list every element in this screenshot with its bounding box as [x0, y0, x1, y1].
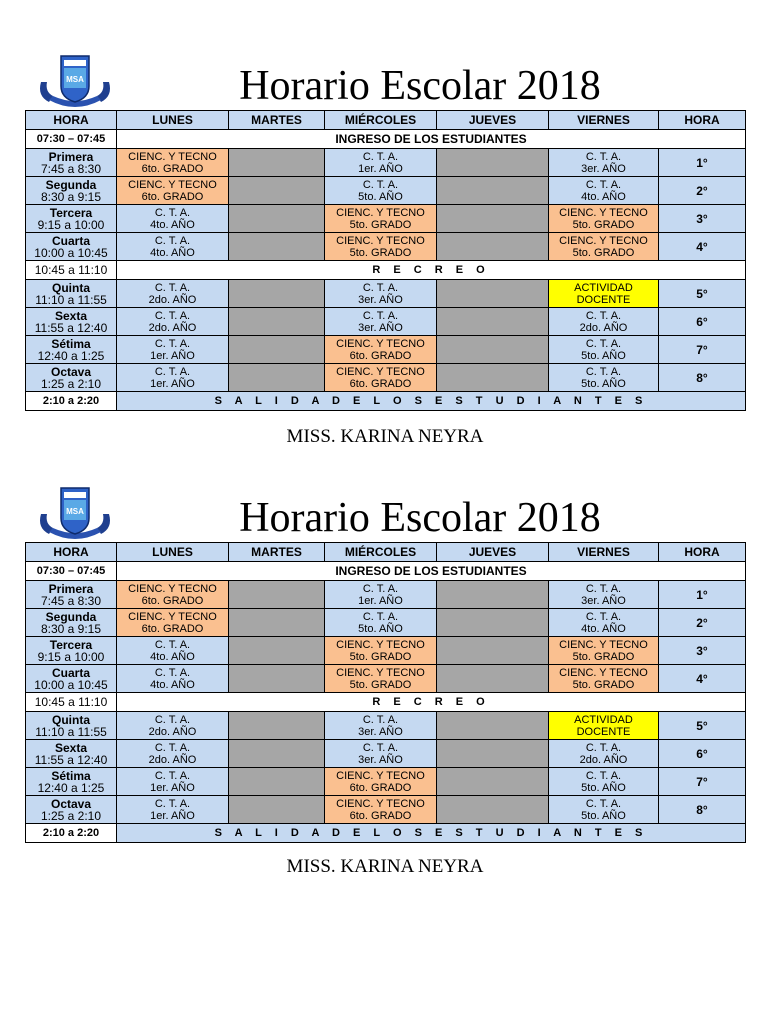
class-cell-line: 5to. GRADO	[349, 218, 412, 231]
period-name: Cuarta	[51, 665, 90, 680]
column-header: MIÉRCOLES	[325, 543, 437, 562]
class-cell	[325, 364, 437, 392]
period-row	[26, 308, 746, 336]
period-hour-cell	[26, 308, 117, 336]
exit-row	[26, 824, 746, 843]
period-time: 1:25 a 2:10	[40, 376, 102, 391]
empty-cell	[229, 233, 325, 261]
class-cell	[117, 581, 229, 609]
class-cell-line: C. T. A.	[362, 150, 399, 163]
class-cell-line: C. T. A.	[154, 666, 191, 679]
period-name: Octava	[50, 796, 92, 811]
recess-time: 10:45 a 11:10	[26, 693, 117, 712]
exit-label: S A L I D A D E L O S E S T U D I A N T E S	[117, 824, 746, 843]
class-cell	[117, 609, 229, 637]
page-title: Horario Escolar 2018	[239, 495, 601, 541]
class-cell-line: 6to. GRADO	[349, 377, 412, 390]
recess-label: R E C R E O	[117, 693, 746, 712]
class-cell-line: 5to. GRADO	[349, 678, 412, 691]
period-row	[26, 581, 746, 609]
class-cell-line: 2do. AÑO	[148, 753, 197, 766]
class-cell-line: 6to. GRADO	[349, 349, 412, 362]
class-cell-line: C. T. A.	[585, 365, 622, 378]
class-cell	[117, 637, 229, 665]
period-order: 5°	[659, 280, 746, 308]
class-cell-line: 4to. AÑO	[150, 246, 195, 259]
class-cell-line: 5to. AÑO	[581, 781, 626, 794]
class-cell-line: CIENC. Y TECNO	[128, 150, 217, 163]
class-cell	[117, 205, 229, 233]
class-cell	[549, 665, 659, 693]
class-cell	[549, 796, 659, 824]
column-header: HORA	[659, 111, 746, 130]
crest-letters: MSA	[66, 507, 84, 516]
empty-cell	[229, 177, 325, 205]
class-cell-line: 5to. AÑO	[581, 349, 626, 362]
period-time: 8:30 a 9:15	[40, 621, 102, 636]
period-time: 11:55 a 12:40	[34, 320, 108, 335]
recess-row	[26, 261, 746, 280]
class-cell-line: 1er. AÑO	[358, 594, 403, 607]
class-cell-line: CIENC. Y TECNO	[128, 178, 217, 191]
class-cell-line: 3er. AÑO	[581, 162, 626, 175]
class-cell	[325, 233, 437, 261]
column-header: LUNES	[117, 111, 229, 130]
period-time: 11:55 a 12:40	[34, 752, 108, 767]
column-header: MIÉRCOLES	[325, 111, 437, 130]
period-name: Primera	[48, 149, 94, 164]
exit-label: S A L I D A D E L O S E S T U D I A N T E S	[117, 392, 746, 411]
empty-cell	[229, 665, 325, 693]
class-cell-line: C. T. A.	[585, 741, 622, 754]
entry-label: INGRESO DE LOS ESTUDIANTES	[117, 130, 746, 149]
period-hour-cell	[26, 768, 117, 796]
class-cell	[117, 233, 229, 261]
empty-cell	[229, 740, 325, 768]
class-cell-line: C. T. A.	[585, 178, 622, 191]
class-cell	[117, 796, 229, 824]
period-name: Tercera	[49, 205, 93, 220]
entry-row	[26, 562, 746, 581]
period-order: 8°	[659, 364, 746, 392]
class-cell	[117, 740, 229, 768]
class-cell-line: 5to. GRADO	[349, 650, 412, 663]
class-cell	[549, 149, 659, 177]
class-cell-line: C. T. A.	[154, 741, 191, 754]
period-hour-cell	[26, 233, 117, 261]
class-cell	[117, 177, 229, 205]
period-name: Sétima	[51, 336, 91, 351]
class-cell-line: 6to. GRADO	[349, 809, 412, 822]
entry-time: 07:30 – 07:45	[26, 130, 117, 149]
column-header: VIERNES	[549, 111, 659, 130]
class-cell-line: ACTIVIDAD	[574, 713, 633, 726]
empty-cell	[229, 637, 325, 665]
class-cell-line: 2do. AÑO	[148, 725, 197, 738]
class-cell	[117, 336, 229, 364]
class-cell-line: 1er. AÑO	[358, 162, 403, 175]
class-cell-line: C. T. A.	[362, 178, 399, 191]
class-cell-line: C. T. A.	[154, 713, 191, 726]
class-cell-line: C. T. A.	[585, 610, 622, 623]
class-cell	[325, 796, 437, 824]
class-cell-line: 2do. AÑO	[148, 293, 197, 306]
period-name: Sexta	[54, 740, 88, 755]
period-time: 8:30 a 9:15	[40, 189, 102, 204]
empty-cell	[229, 149, 325, 177]
period-name: Quinta	[52, 280, 90, 295]
class-cell-line: 3er. AÑO	[358, 753, 403, 766]
empty-cell	[437, 768, 549, 796]
period-name: Segunda	[45, 609, 97, 624]
period-time: 1:25 a 2:10	[40, 808, 102, 823]
class-cell-line: C. T. A.	[585, 769, 622, 782]
class-cell	[325, 205, 437, 233]
class-cell-line: 4to. AÑO	[581, 190, 626, 203]
exit-time: 2:10 a 2:20	[26, 392, 117, 411]
column-header: HORA	[26, 543, 117, 562]
class-cell	[549, 177, 659, 205]
empty-cell	[437, 712, 549, 740]
class-cell	[325, 712, 437, 740]
column-header: VIERNES	[549, 543, 659, 562]
empty-cell	[437, 336, 549, 364]
class-cell-line: DOCENTE	[576, 293, 631, 306]
class-cell-line: CIENC. Y TECNO	[336, 797, 425, 810]
column-header: HORA	[659, 543, 746, 562]
empty-cell	[437, 581, 549, 609]
period-time: 10:00 a 10:45	[34, 677, 108, 692]
period-name: Segunda	[45, 177, 97, 192]
period-order: 6°	[659, 308, 746, 336]
period-row	[26, 665, 746, 693]
class-cell-line: 4to. AÑO	[150, 678, 195, 691]
class-cell	[549, 712, 659, 740]
period-order: 5°	[659, 712, 746, 740]
class-cell	[549, 609, 659, 637]
period-row	[26, 796, 746, 824]
period-order: 4°	[659, 233, 746, 261]
class-cell-line: 1er. AÑO	[150, 377, 195, 390]
period-order: 6°	[659, 740, 746, 768]
class-cell	[117, 665, 229, 693]
class-cell-line: C. T. A.	[154, 797, 191, 810]
period-row	[26, 177, 746, 205]
class-cell-line: ACTIVIDAD	[574, 281, 633, 294]
period-name: Quinta	[52, 712, 90, 727]
class-cell-line: C. T. A.	[585, 309, 622, 322]
period-row	[26, 609, 746, 637]
empty-cell	[437, 308, 549, 336]
empty-cell	[437, 233, 549, 261]
class-cell	[549, 740, 659, 768]
period-order: 3°	[659, 637, 746, 665]
class-cell-line: C. T. A.	[362, 741, 399, 754]
empty-cell	[229, 308, 325, 336]
class-cell-line: 5to. AÑO	[358, 190, 403, 203]
class-cell-line: CIENC. Y TECNO	[559, 206, 648, 219]
period-hour-cell	[26, 205, 117, 233]
empty-cell	[229, 364, 325, 392]
entry-time: 07:30 – 07:45	[26, 562, 117, 581]
class-cell	[325, 336, 437, 364]
class-cell-line: CIENC. Y TECNO	[336, 206, 425, 219]
exit-time: 2:10 a 2:20	[26, 824, 117, 843]
class-cell-line: CIENC. Y TECNO	[336, 234, 425, 247]
class-cell-line: 3er. AÑO	[358, 725, 403, 738]
period-name: Octava	[50, 364, 92, 379]
entry-label: INGRESO DE LOS ESTUDIANTES	[117, 562, 746, 581]
class-cell-line: CIENC. Y TECNO	[336, 638, 425, 651]
period-row	[26, 205, 746, 233]
header-row	[26, 543, 746, 562]
class-cell	[117, 768, 229, 796]
period-order: 4°	[659, 665, 746, 693]
class-cell-line: C. T. A.	[154, 309, 191, 322]
period-row	[26, 280, 746, 308]
column-header: MARTES	[229, 543, 325, 562]
class-cell-line: CIENC. Y TECNO	[336, 337, 425, 350]
class-cell-line: 5to. GRADO	[572, 678, 635, 691]
period-hour-cell	[26, 740, 117, 768]
class-cell-line: 6to. GRADO	[141, 162, 204, 175]
class-cell-line: 2do. AÑO	[148, 321, 197, 334]
empty-cell	[229, 609, 325, 637]
class-cell-line: C. T. A.	[362, 281, 399, 294]
period-hour-cell	[26, 336, 117, 364]
empty-cell	[437, 665, 549, 693]
schedule-table	[25, 542, 746, 843]
column-header: JUEVES	[437, 111, 549, 130]
empty-cell	[437, 740, 549, 768]
class-cell	[117, 308, 229, 336]
period-time: 11:10 a 11:55	[35, 724, 107, 739]
exit-row	[26, 392, 746, 411]
crest-letters: MSA	[66, 75, 84, 84]
recess-time: 10:45 a 11:10	[26, 261, 117, 280]
class-cell-line: C. T. A.	[585, 797, 622, 810]
class-cell-line: 2do. AÑO	[579, 753, 628, 766]
class-cell-line: DOCENTE	[576, 725, 631, 738]
class-cell-line: C. T. A.	[154, 769, 191, 782]
period-name: Sexta	[54, 308, 88, 323]
period-time: 10:00 a 10:45	[34, 245, 108, 260]
period-order: 8°	[659, 796, 746, 824]
class-cell	[325, 665, 437, 693]
class-cell	[325, 609, 437, 637]
period-hour-cell	[26, 177, 117, 205]
period-row	[26, 336, 746, 364]
class-cell-line: CIENC. Y TECNO	[559, 234, 648, 247]
class-cell	[117, 712, 229, 740]
period-hour-cell	[26, 665, 117, 693]
entry-row	[26, 130, 746, 149]
class-cell-line: 5to. AÑO	[581, 377, 626, 390]
period-name: Tercera	[49, 637, 93, 652]
class-cell	[117, 280, 229, 308]
class-cell-line: 5to. GRADO	[349, 246, 412, 259]
header-row	[26, 111, 746, 130]
period-row	[26, 712, 746, 740]
class-cell-line: 4to. AÑO	[150, 650, 195, 663]
class-cell-line: C. T. A.	[362, 610, 399, 623]
class-cell-line: CIENC. Y TECNO	[559, 666, 648, 679]
class-cell-line: C. T. A.	[154, 337, 191, 350]
period-row	[26, 637, 746, 665]
class-cell	[549, 205, 659, 233]
empty-cell	[229, 581, 325, 609]
class-cell-line: CIENC. Y TECNO	[336, 666, 425, 679]
period-order: 7°	[659, 768, 746, 796]
period-name: Sétima	[51, 768, 91, 783]
class-cell	[325, 637, 437, 665]
empty-cell	[229, 796, 325, 824]
period-row	[26, 149, 746, 177]
column-header: HORA	[26, 111, 117, 130]
period-hour-cell	[26, 637, 117, 665]
class-cell-line: 6to. GRADO	[141, 190, 204, 203]
column-header: JUEVES	[437, 543, 549, 562]
empty-cell	[437, 205, 549, 233]
class-cell-line: 3er. AÑO	[358, 293, 403, 306]
class-cell	[325, 768, 437, 796]
period-row	[26, 364, 746, 392]
class-cell	[549, 364, 659, 392]
period-hour-cell	[26, 581, 117, 609]
class-cell-line: C. T. A.	[154, 206, 191, 219]
class-cell	[117, 364, 229, 392]
class-cell	[325, 177, 437, 205]
class-cell-line: C. T. A.	[154, 234, 191, 247]
period-row	[26, 233, 746, 261]
empty-cell	[229, 205, 325, 233]
period-time: 9:15 a 10:00	[37, 649, 105, 664]
period-time: 12:40 a 1:25	[37, 348, 105, 363]
empty-cell	[437, 280, 549, 308]
period-order: 2°	[659, 609, 746, 637]
period-time: 11:10 a 11:55	[35, 292, 107, 307]
class-cell-line: 1er. AÑO	[150, 809, 195, 822]
class-cell	[549, 581, 659, 609]
class-cell-line: C. T. A.	[362, 713, 399, 726]
class-cell-line: 5to. GRADO	[572, 246, 635, 259]
period-order: 1°	[659, 149, 746, 177]
period-time: 7:45 a 8:30	[40, 593, 102, 608]
class-cell-line: 3er. AÑO	[358, 321, 403, 334]
class-cell	[549, 233, 659, 261]
period-order: 7°	[659, 336, 746, 364]
period-hour-cell	[26, 796, 117, 824]
class-cell	[325, 308, 437, 336]
class-cell-line: 4to. AÑO	[581, 622, 626, 635]
class-cell	[117, 149, 229, 177]
period-hour-cell	[26, 609, 117, 637]
period-row	[26, 740, 746, 768]
class-cell-line: 6to. GRADO	[141, 622, 204, 635]
class-cell-line: 6to. GRADO	[349, 781, 412, 794]
period-hour-cell	[26, 149, 117, 177]
class-cell-line: C. T. A.	[585, 337, 622, 350]
class-cell-line: C. T. A.	[585, 582, 622, 595]
recess-row	[26, 693, 746, 712]
class-cell-line: 4to. AÑO	[150, 218, 195, 231]
empty-cell	[437, 364, 549, 392]
period-hour-cell	[26, 712, 117, 740]
class-cell-line: C. T. A.	[154, 638, 191, 651]
class-cell	[549, 280, 659, 308]
class-cell-line: 2do. AÑO	[579, 321, 628, 334]
period-name: Cuarta	[51, 233, 90, 248]
class-cell-line: CIENC. Y TECNO	[559, 638, 648, 651]
period-order: 1°	[659, 581, 746, 609]
class-cell-line: 5to. GRADO	[572, 650, 635, 663]
empty-cell	[437, 796, 549, 824]
empty-cell	[437, 177, 549, 205]
class-cell	[549, 637, 659, 665]
class-cell-line: 5to. AÑO	[358, 622, 403, 635]
period-row	[26, 768, 746, 796]
class-cell	[549, 308, 659, 336]
class-cell-line: 5to. AÑO	[581, 809, 626, 822]
period-time: 12:40 a 1:25	[37, 780, 105, 795]
period-hour-cell	[26, 364, 117, 392]
class-cell-line: 1er. AÑO	[150, 349, 195, 362]
class-cell-line: 6to. GRADO	[141, 594, 204, 607]
period-name: Primera	[48, 581, 94, 596]
recess-label: R E C R E O	[117, 261, 746, 280]
class-cell-line: CIENC. Y TECNO	[128, 582, 217, 595]
class-cell-line: C. T. A.	[362, 309, 399, 322]
period-time: 9:15 a 10:00	[37, 217, 105, 232]
schedule-table	[25, 110, 746, 411]
class-cell-line: CIENC. Y TECNO	[336, 365, 425, 378]
empty-cell	[229, 768, 325, 796]
class-cell-line: 5to. GRADO	[572, 218, 635, 231]
empty-cell	[437, 609, 549, 637]
empty-cell	[229, 280, 325, 308]
empty-cell	[437, 149, 549, 177]
class-cell-line: C. T. A.	[154, 365, 191, 378]
column-header: MARTES	[229, 111, 325, 130]
teacher-name: MISS. KARINA NEYRA	[286, 856, 484, 877]
page-title: Horario Escolar 2018	[239, 63, 601, 109]
class-cell	[549, 768, 659, 796]
class-cell	[325, 581, 437, 609]
class-cell-line: C. T. A.	[362, 582, 399, 595]
period-hour-cell	[26, 280, 117, 308]
empty-cell	[229, 336, 325, 364]
period-order: 3°	[659, 205, 746, 233]
class-cell	[549, 336, 659, 364]
class-cell	[325, 149, 437, 177]
column-header: LUNES	[117, 543, 229, 562]
class-cell-line: C. T. A.	[585, 150, 622, 163]
class-cell-line: C. T. A.	[154, 281, 191, 294]
period-order: 2°	[659, 177, 746, 205]
class-cell-line: 1er. AÑO	[150, 781, 195, 794]
teacher-name: MISS. KARINA NEYRA	[286, 426, 484, 447]
class-cell-line: CIENC. Y TECNO	[128, 610, 217, 623]
empty-cell	[437, 637, 549, 665]
class-cell-line: 3er. AÑO	[581, 594, 626, 607]
class-cell	[325, 740, 437, 768]
empty-cell	[229, 712, 325, 740]
class-cell-line: CIENC. Y TECNO	[336, 769, 425, 782]
class-cell	[325, 280, 437, 308]
period-time: 7:45 a 8:30	[40, 161, 102, 176]
